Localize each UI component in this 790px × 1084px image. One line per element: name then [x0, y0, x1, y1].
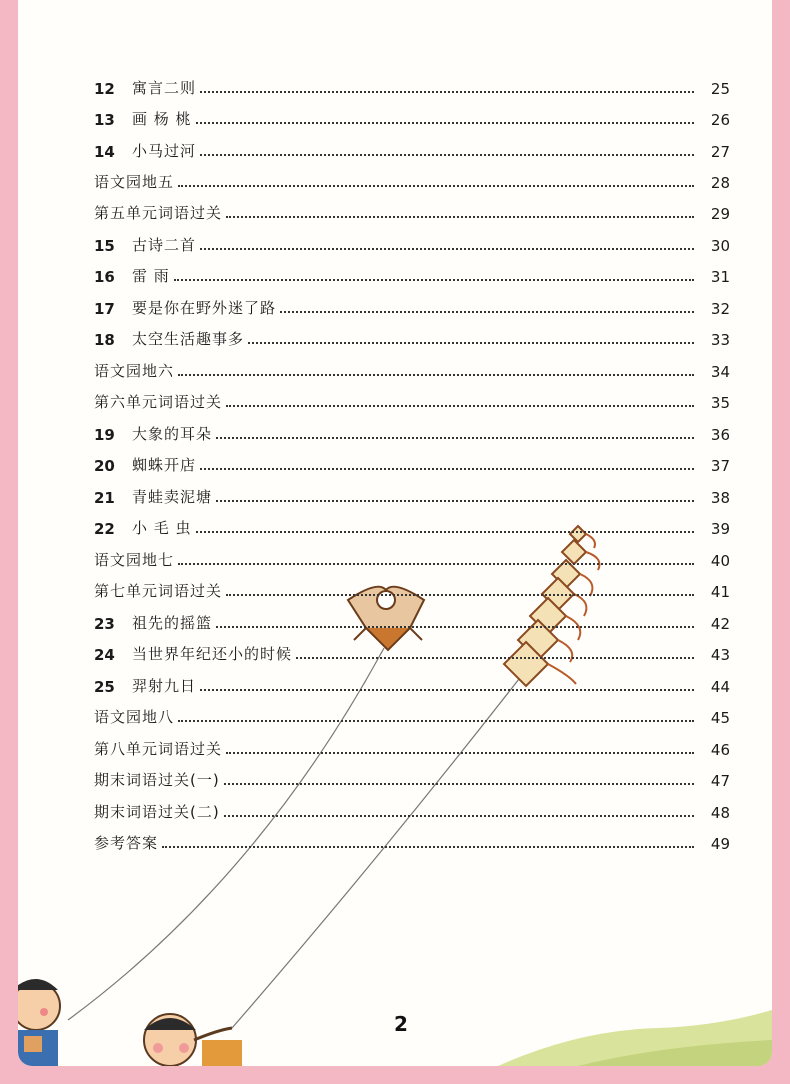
toc-title: 要是你在野外迷了路 [132, 299, 277, 317]
toc-page: 32 [710, 300, 730, 318]
leader-dots [248, 342, 694, 344]
toc-number: 22 [94, 520, 115, 538]
toc-entry[interactable] [94, 164, 730, 192]
toc-title: 蜘蛛开店 [132, 456, 197, 474]
toc-entry[interactable] [94, 605, 730, 633]
toc-page: 29 [710, 205, 730, 223]
toc-entry[interactable] [94, 573, 730, 601]
toc-title: 第五单元词语过关 [94, 204, 223, 222]
toc-entry[interactable] [94, 668, 730, 696]
toc-page: 35 [710, 394, 730, 412]
toc-title: 大象的耳朵 [132, 425, 213, 443]
toc-title: 太空生活趣事多 [132, 330, 245, 348]
leader-dots [178, 185, 694, 187]
leader-dots [162, 846, 694, 848]
toc-entry[interactable] [94, 195, 730, 223]
toc-number: 24 [94, 646, 115, 664]
leader-dots [196, 122, 694, 124]
toc-title: 第七单元词语过关 [94, 582, 223, 600]
toc-title: 参考答案 [94, 834, 159, 852]
leader-dots [178, 563, 694, 565]
toc-page: 37 [710, 457, 730, 475]
toc-page: 27 [710, 143, 730, 161]
toc-title: 雷 雨 [132, 267, 170, 285]
toc-entry[interactable] [94, 353, 730, 381]
toc-title: 语文园地八 [94, 708, 175, 726]
toc-entry[interactable] [94, 101, 730, 129]
toc-entry[interactable] [94, 416, 730, 444]
toc-page: 30 [710, 237, 730, 255]
toc-page: 42 [710, 615, 730, 633]
toc-title: 小 毛 虫 [132, 519, 192, 537]
toc-page: 43 [710, 646, 730, 664]
leader-dots [280, 311, 694, 313]
leader-dots [224, 815, 694, 817]
leader-dots [200, 468, 694, 470]
toc-entry[interactable] [94, 510, 730, 538]
leader-dots [226, 594, 694, 596]
toc-entry[interactable] [94, 384, 730, 412]
leader-dots [178, 374, 694, 376]
leader-dots [216, 437, 694, 439]
page-number: 2 [394, 1012, 408, 1036]
toc-entry[interactable] [94, 636, 730, 664]
toc-title: 期末词语过关(一) [94, 771, 220, 789]
toc-title: 第八单元词语过关 [94, 740, 223, 758]
toc-title: 第六单元词语过关 [94, 393, 223, 411]
toc-entry[interactable] [94, 133, 730, 161]
toc-page: 25 [710, 80, 730, 98]
leader-dots [196, 531, 694, 533]
toc-number: 23 [94, 615, 115, 633]
leader-dots [200, 689, 694, 691]
toc-entry[interactable] [94, 258, 730, 286]
toc-title: 语文园地五 [94, 173, 175, 191]
table-of-contents [18, 0, 772, 1066]
toc-title: 古诗二首 [132, 236, 197, 254]
toc-title: 羿射九日 [132, 677, 197, 695]
toc-page: 45 [710, 709, 730, 727]
toc-entry[interactable] [94, 731, 730, 759]
leader-dots [226, 405, 694, 407]
toc-number: 21 [94, 489, 115, 507]
leader-dots [216, 626, 694, 628]
toc-entry[interactable] [94, 762, 730, 790]
page [18, 0, 772, 1066]
toc-page: 41 [710, 583, 730, 601]
toc-number: 15 [94, 237, 115, 255]
toc-number: 25 [94, 678, 115, 696]
toc-entry[interactable] [94, 699, 730, 727]
toc-number: 12 [94, 80, 115, 98]
toc-title: 画 杨 桃 [132, 110, 192, 128]
toc-entry[interactable] [94, 794, 730, 822]
leader-dots [216, 500, 694, 502]
leader-dots [226, 752, 694, 754]
toc-entry[interactable] [94, 825, 730, 853]
toc-page: 44 [710, 678, 730, 696]
leader-dots [200, 154, 694, 156]
toc-page: 38 [710, 489, 730, 507]
toc-entry[interactable] [94, 70, 730, 98]
toc-number: 17 [94, 300, 115, 318]
toc-entry[interactable] [94, 542, 730, 570]
toc-page: 40 [710, 552, 730, 570]
toc-page: 28 [710, 174, 730, 192]
toc-entry[interactable] [94, 290, 730, 318]
toc-page: 49 [710, 835, 730, 853]
toc-number: 13 [94, 111, 115, 129]
toc-number: 16 [94, 268, 115, 286]
leader-dots [200, 248, 694, 250]
leader-dots [178, 720, 694, 722]
toc-page: 36 [710, 426, 730, 444]
toc-page: 46 [710, 741, 730, 759]
leader-dots [296, 657, 694, 659]
leader-dots [224, 783, 694, 785]
toc-page: 39 [710, 520, 730, 538]
toc-entry[interactable] [94, 227, 730, 255]
toc-number: 14 [94, 143, 115, 161]
leader-dots [226, 216, 694, 218]
toc-entry[interactable] [94, 479, 730, 507]
toc-title: 期末词语过关(二) [94, 803, 220, 821]
toc-page: 34 [710, 363, 730, 381]
leader-dots [200, 91, 694, 93]
toc-entry[interactable] [94, 447, 730, 475]
toc-title: 小马过河 [132, 142, 197, 160]
toc-title: 青蛙卖泥塘 [132, 488, 213, 506]
toc-title: 语文园地六 [94, 362, 175, 380]
toc-title: 当世界年纪还小的时候 [132, 645, 293, 663]
toc-number: 18 [94, 331, 115, 349]
toc-title: 祖先的摇篮 [132, 614, 213, 632]
toc-title: 寓言二则 [132, 79, 197, 97]
toc-page: 47 [710, 772, 730, 790]
toc-page: 33 [710, 331, 730, 349]
toc-page: 48 [710, 804, 730, 822]
toc-entry[interactable] [94, 321, 730, 349]
leader-dots [174, 279, 694, 281]
toc-number: 20 [94, 457, 115, 475]
toc-page: 26 [710, 111, 730, 129]
toc-page: 31 [710, 268, 730, 286]
toc-title: 语文园地七 [94, 551, 175, 569]
toc-number: 19 [94, 426, 115, 444]
